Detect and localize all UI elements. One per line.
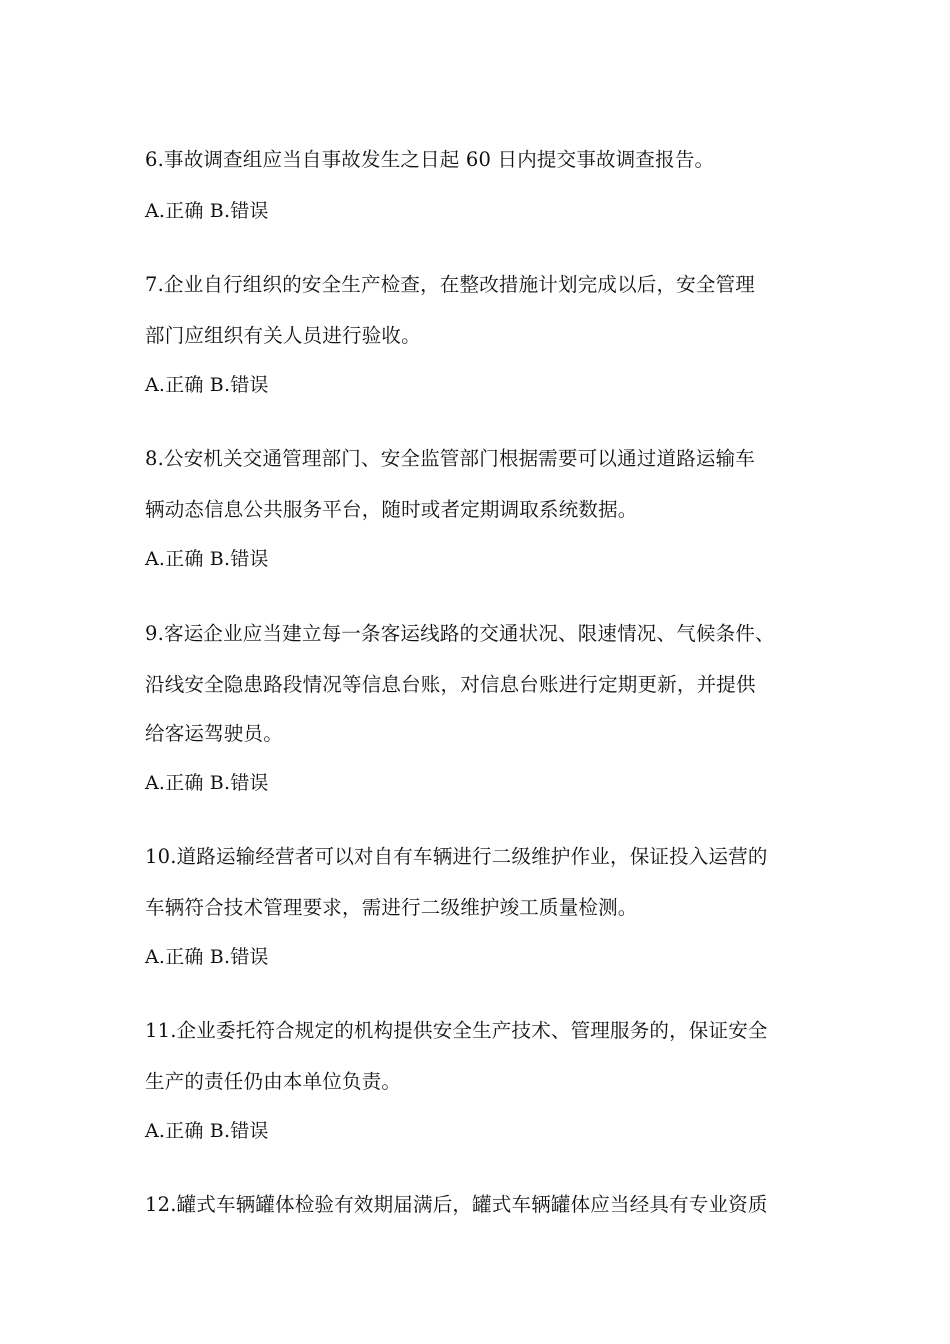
question-6-line-1: 6.事故调查组应当自事故发生之日起 60 日内提交事故调查报告。 [145, 148, 715, 171]
question-10-line-1: 10.道路运输经营者可以对自有车辆进行二级维护作业，保证投入运营的 [145, 845, 768, 868]
question-9-options: A.正确 B.错误 [145, 772, 269, 794]
question-7-line-1: 7.企业自行组织的安全生产检查，在整改措施计划完成以后，安全管理 [145, 273, 756, 296]
question-9-line-3: 给客运驾驶员。 [145, 722, 283, 745]
question-11-line-1: 11.企业委托符合规定的机构提供安全生产技术、管理服务的，保证安全 [145, 1019, 768, 1042]
question-9-line-2: 沿线安全隐患路段情况等信息台账，对信息台账进行定期更新，并提供 [145, 673, 756, 696]
question-7-line-2: 部门应组织有关人员进行验收。 [145, 324, 421, 347]
question-12-line-1: 12.罐式车辆罐体检验有效期届满后，罐式车辆罐体应当经具有专业资质 [145, 1193, 768, 1216]
question-8-line-2: 辆动态信息公共服务平台，随时或者定期调取系统数据。 [145, 498, 638, 521]
question-10-options: A.正确 B.错误 [145, 946, 269, 968]
question-11-line-2: 生产的责任仍由本单位负责。 [145, 1070, 402, 1093]
question-7-options: A.正确 B.错误 [145, 374, 269, 396]
question-9-line-1: 9.客运企业应当建立每一条客运线路的交通状况、限速情况、气候条件、 [145, 622, 775, 645]
question-10-line-2: 车辆符合技术管理要求，需进行二级维护竣工质量检测。 [145, 896, 638, 919]
question-8-options: A.正确 B.错误 [145, 548, 269, 570]
question-6-options: A.正确 B.错误 [145, 200, 269, 222]
question-8-line-1: 8.公安机关交通管理部门、安全监管部门根据需要可以通过道路运输车 [145, 447, 756, 470]
question-11-options: A.正确 B.错误 [145, 1120, 269, 1142]
